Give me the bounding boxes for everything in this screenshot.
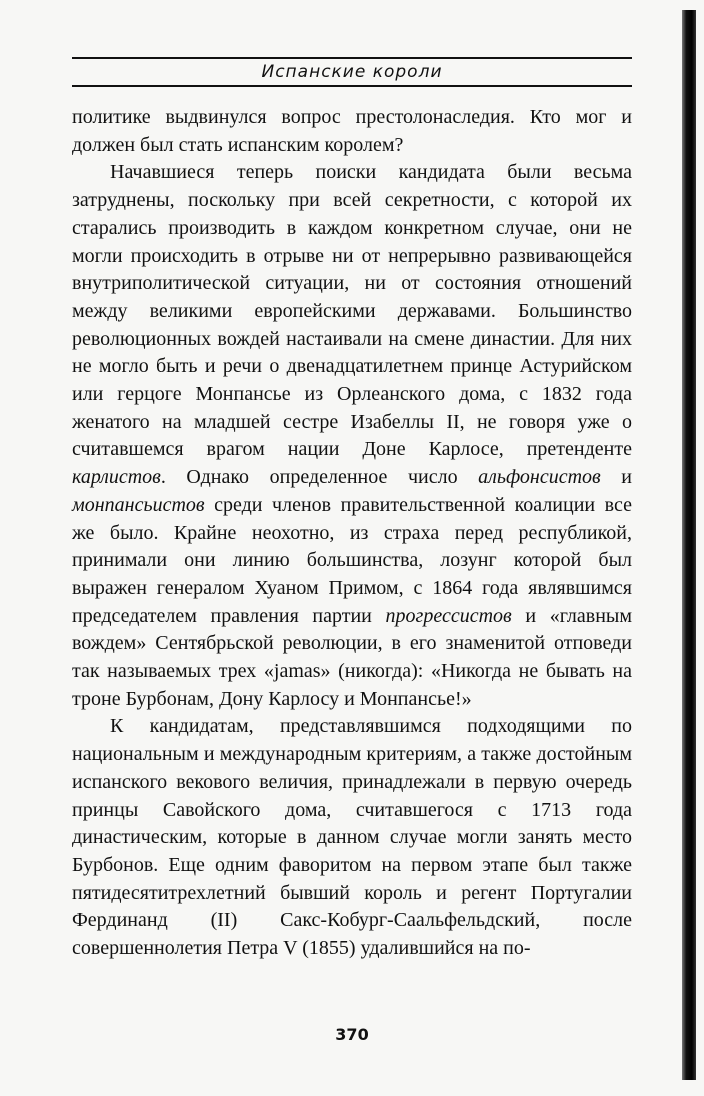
text-run: и [600,466,632,489]
page-number: 370 [335,1025,369,1044]
text-run: среди членов правительственной коалиции все же было. Крайне неохотно, из страха перед республикой, принимали они линию большинства, лозунг которой был выражен генералом Хуаном Примом, с 1864 года являвшимся председателем правления партии [72,493,632,627]
text-run: Начавшиеся теперь поиски кандидата были весьма затруднены, поскольку при всей секретности, с которой их старались производить в каждом конкретном случае, они не могли происходить в отрыве ни от непрерывно развивающейся внутриполитической ситуации, ни от состояния отношений между великими европейскими державами. Большинство революционных вождей настаивали на смене династии. Для них не могло быть и речи о двенадцатилетнем принце Астурийском или герцоге Монпансье из Орлеанского дома, с 1832 года женатого на младшей сестре Изабеллы II, не говоря уже о считавшемся врагом нации Доне Карлосе, претенденте [72,161,632,461]
page-header [72,57,632,87]
page-edge-shadow [682,10,696,1080]
running-title: Испанские короли [261,62,443,82]
paragraph-2 [72,159,632,713]
text-run: политике выдвинулся вопрос престолонаследия. Кто мог и должен был стать испанским королем? [72,106,632,156]
header-rule-bottom [72,85,632,87]
text-run: и «главным вождем» Сентябрьской революции, в его знаменитой отповеди так называемых трех «jamas» (никогда): «Никогда не бывать на троне Бурбонам, Дону Карлосу и Монпансье!» [72,604,632,710]
italic-term: монпансьистов [72,493,205,516]
italic-term: прогрессистов [385,604,512,627]
body-text [72,104,632,963]
paragraph-3 [72,713,632,962]
text-run: К кандидатам, представлявшимся подходящими по национальным и международным критериям, а также достойным испанского векового величия, принадлежали в первую очередь принцы Савойского дома, считавшегося с 1713 года династическим, которые в данном случае могли занять место Бурбонов. Еще одним фаворитом на первом этапе был также пятидесятитрехлетний бывший король и регент Португалии Фердинанд (II) Сакс-Кобург-Саальфельдский, после совершеннолетия Петра V (1855) удалившийся на по- [72,715,632,960]
text-run: . Однако определенное число [160,466,479,489]
paragraph-1 [72,104,632,159]
italic-term: карлистов [72,466,161,489]
italic-term: альфонсистов [478,466,601,489]
